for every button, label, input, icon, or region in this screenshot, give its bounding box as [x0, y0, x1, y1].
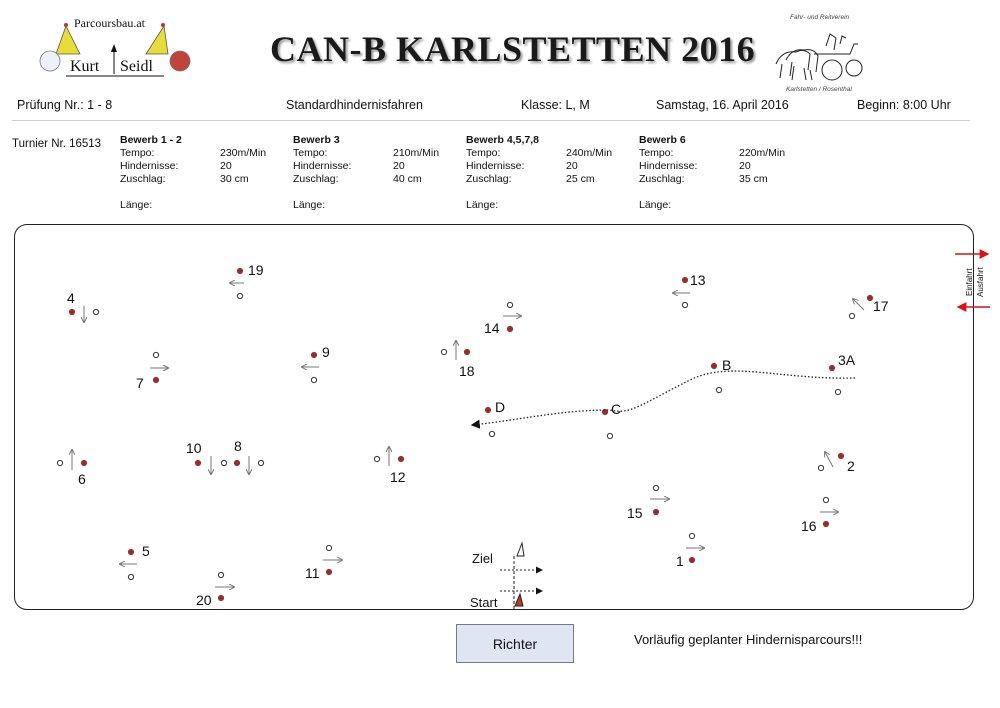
- pruefung-number: Prüfung Nr.: 1 - 8: [17, 98, 113, 112]
- obstacle-white-marker: [258, 460, 263, 465]
- zuschlag-value: 35 cm: [739, 173, 768, 185]
- start-time: Beginn: 8:00 Uhr: [857, 98, 951, 112]
- obstacle-number: 14: [484, 320, 500, 336]
- hindernisse-label: Hindernisse:: [293, 160, 352, 172]
- date-info: Samstag, 16. April 2016: [656, 98, 789, 112]
- ziel-label: Ziel: [472, 551, 493, 566]
- obstacle-red-marker: [398, 456, 404, 462]
- zuschlag-label: Zuschlag:: [466, 173, 512, 185]
- obstacle-red-marker: [69, 309, 75, 315]
- obstacle-red-marker: [689, 557, 695, 563]
- start-finish: [500, 543, 542, 610]
- obstacle-number: 1: [676, 553, 684, 569]
- obstacle-number: 11: [305, 565, 320, 581]
- obstacle-red-marker: [682, 277, 688, 283]
- tempo-label: Tempo:: [120, 147, 155, 159]
- competition-type: Standardhindernisfahren: [286, 98, 423, 112]
- obstacle-red-marker: [311, 352, 317, 358]
- obstacle-red-marker: [829, 365, 835, 371]
- obstacle-number: B: [722, 357, 732, 373]
- obstacle-red-marker: [507, 326, 513, 332]
- direction-arrow: [853, 299, 864, 310]
- obstacle-white-marker: [237, 293, 242, 298]
- obstacle-white-marker: [128, 574, 133, 579]
- competition-title: Bewerb 6: [639, 134, 686, 146]
- route-path: [472, 371, 855, 425]
- obstacle-red-marker: [838, 453, 844, 459]
- obstacle-red-marker: [195, 460, 201, 466]
- ausfahrt-label: Ausfahrt: [976, 267, 985, 297]
- competition-title: Bewerb 3: [293, 134, 340, 146]
- course-note: Vorläufig geplanter Hindernisparcours!!!: [634, 632, 863, 647]
- obstacle-red-marker: [218, 595, 224, 601]
- laenge-label: Länge:: [639, 199, 672, 211]
- class-info: Klasse: L, M: [521, 98, 590, 112]
- obstacle-white-marker: [716, 387, 721, 392]
- obstacle-white-marker: [153, 352, 158, 357]
- obstacle-white-marker: [653, 485, 658, 490]
- hindernisse-label: Hindernisse:: [639, 160, 698, 172]
- tempo-label: Tempo:: [293, 147, 328, 159]
- hindernisse-value: 20: [739, 160, 751, 172]
- hindernisse-value: 20: [220, 160, 232, 172]
- obstacle-white-marker: [221, 460, 226, 465]
- hindernisse-label: Hindernisse:: [120, 160, 179, 172]
- obstacle-red-marker: [234, 460, 240, 466]
- obstacle-white-marker: [823, 497, 828, 502]
- obstacle-number: 17: [873, 298, 889, 314]
- obstacle-white-marker: [607, 433, 612, 438]
- obstacle-red-marker: [81, 460, 87, 466]
- obstacle-red-marker: [464, 349, 470, 355]
- tempo-value: 210m/Min: [393, 147, 440, 159]
- obstacle-red-marker: [485, 407, 491, 413]
- obstacle-white-marker: [507, 302, 512, 307]
- obstacle-number: 6: [78, 471, 86, 487]
- obstacle-white-marker: [326, 545, 331, 550]
- hindernisse-value: 20: [566, 160, 578, 172]
- zuschlag-value: 30 cm: [220, 173, 249, 185]
- obstacle-number: 7: [136, 375, 144, 391]
- laenge-label: Länge:: [120, 199, 153, 211]
- obstacle-white-marker: [689, 533, 694, 538]
- tempo-value: 220m/Min: [739, 147, 786, 159]
- club-name-bottom: Karlstetten / Rosenthal: [786, 86, 852, 93]
- obstacle-white-marker: [57, 460, 62, 465]
- laenge-label: Länge:: [293, 199, 326, 211]
- logo-name-first: Kurt: [70, 58, 100, 75]
- tempo-value: 230m/Min: [220, 147, 267, 159]
- competition-title: Bewerb 1 - 2: [120, 134, 182, 146]
- obstacle-white-marker: [835, 389, 840, 394]
- obstacle-number: 9: [322, 344, 330, 360]
- obstacle-number: 10: [186, 440, 202, 456]
- obstacle-red-marker: [237, 268, 243, 274]
- obstacle-number: 12: [390, 469, 406, 485]
- obstacle-number: D: [495, 399, 506, 415]
- obstacle-number: 19: [248, 262, 264, 278]
- laenge-label: Länge:: [466, 199, 499, 211]
- obstacle-red-marker: [823, 521, 829, 527]
- direction-arrow: [825, 452, 833, 467]
- obstacle-red-marker: [153, 377, 159, 383]
- obstacle-white-marker: [489, 431, 494, 436]
- obstacle-number: 4: [67, 290, 75, 306]
- obstacle-number: 3A: [838, 352, 856, 368]
- obstacle-white-marker: [93, 309, 98, 314]
- obstacle-white-marker: [374, 456, 379, 461]
- obstacle-white-marker: [818, 465, 823, 470]
- hindernisse-label: Hindernisse:: [466, 160, 525, 172]
- logo-site-name: Parcoursbau.at: [74, 16, 145, 30]
- obstacle-white-marker: [682, 302, 687, 307]
- start-label: Start: [470, 595, 498, 610]
- obstacle-white-marker: [849, 313, 854, 318]
- club-name-top: Fahr- und Reitverein: [790, 14, 850, 21]
- obstacle-number: 5: [142, 543, 150, 559]
- tempo-value: 240m/Min: [566, 147, 613, 159]
- obstacle-number: C: [611, 401, 622, 417]
- obstacle-number: 20: [196, 592, 212, 608]
- zuschlag-label: Zuschlag:: [639, 173, 685, 185]
- obstacle-number: 16: [801, 518, 817, 534]
- einfahrt-label: Einfahrt: [965, 268, 974, 296]
- obstacle-white-marker: [441, 349, 446, 354]
- tournament-number: Turnier Nr. 16513: [12, 138, 102, 150]
- hindernisse-value: 20: [393, 160, 405, 172]
- tempo-label: Tempo:: [639, 147, 674, 159]
- obstacle-red-marker: [867, 295, 873, 301]
- zuschlag-value: 25 cm: [566, 173, 595, 185]
- competition-title: Bewerb 4,5,7,8: [466, 134, 539, 146]
- obstacle-number: 2: [847, 458, 855, 474]
- obstacle-white-marker: [311, 377, 316, 382]
- richter-button[interactable]: Richter: [456, 624, 574, 663]
- zuschlag-label: Zuschlag:: [120, 173, 166, 185]
- obstacle-white-marker: [218, 572, 223, 577]
- logo-name-last: Seidl: [120, 58, 153, 75]
- obstacle-red-marker: [653, 509, 659, 515]
- tempo-label: Tempo:: [466, 147, 501, 159]
- obstacle-number: 15: [627, 505, 643, 521]
- obstacle-number: 13: [690, 272, 706, 288]
- obstacle-red-marker: [326, 569, 332, 575]
- zuschlag-label: Zuschlag:: [293, 173, 339, 185]
- page-title: CAN-B KARLSTETTEN 2016: [270, 29, 756, 69]
- obstacle-number: 8: [234, 438, 242, 454]
- obstacle-red-marker: [711, 363, 717, 369]
- obstacle-number: 18: [459, 363, 475, 379]
- zuschlag-value: 40 cm: [393, 173, 422, 185]
- obstacle-red-marker: [128, 549, 134, 555]
